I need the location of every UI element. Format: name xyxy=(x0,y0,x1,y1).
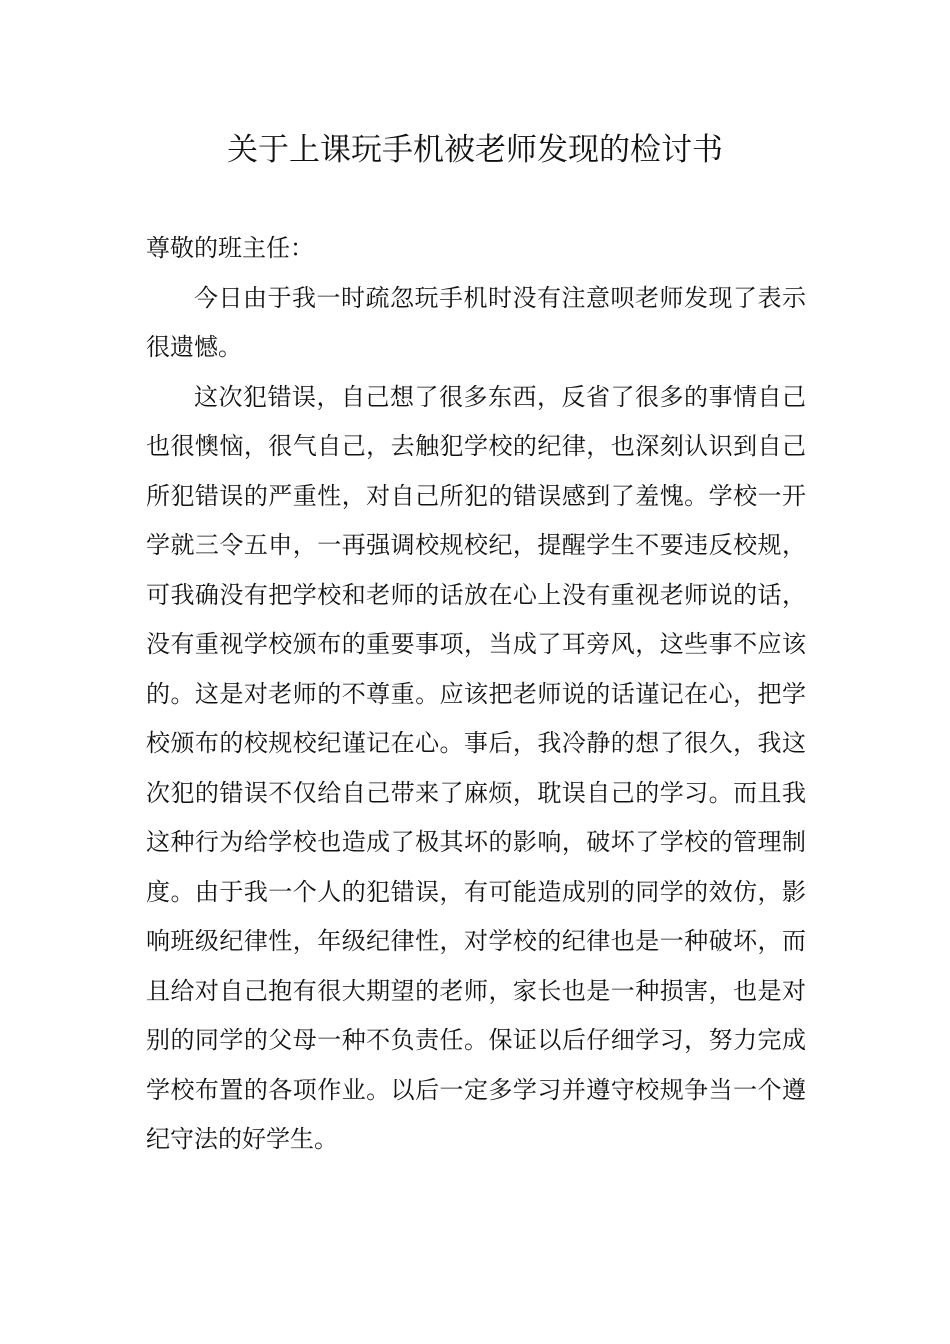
document-title: 关于上课玩手机被老师发现的检讨书 xyxy=(227,132,723,168)
letter-body xyxy=(146,224,806,1165)
paragraph-2: 这次犯错误，自己想了很多东西，反省了很多的事情自己也很懊恼，很气自己，去触犯学校的纪律，也深刻认识到自己所犯错误的严重性，对自己所犯的错误感到了羞愧。学校一开学就三令五申，一再强调校规校纪，提醒学生不要违反校规，可我确没有把学校和老师的话放在心上没有重视老师说的话，没有重视学校颁布的重要事项，当成了耳旁风，这些事不应该的。这是对老师的不尊重。应该把老师说的话谨记在心，把学校颁布的校规校纪谨记在心。事后，我冷静的想了很久，我这次犯的错误不仅给自己带来了麻烦，耽误自己的学习。而且我这种行为给学校也造成了极其坏的影响，破坏了学校的管理制度。由于我一个人的犯错误，有可能造成别的同学的效仿，影响班级纪律性，年级纪律性，对学校的纪律也是一种破坏，而且给对自己抱有很大期望的老师，家长也是一种损害，也是对别的同学的父母一种不负责任。保证以后仔细学习，努力完成学校布置的各项作业。以后一定多学习并遵守校规争当一个遵纪守法的好学生。 xyxy=(146,382,806,1153)
salutation: 尊敬的班主任： xyxy=(146,234,314,262)
paragraph-1: 今日由于我一时疏忽玩手机时没有注意呗老师发现了表示很遗憾。 xyxy=(146,283,806,361)
